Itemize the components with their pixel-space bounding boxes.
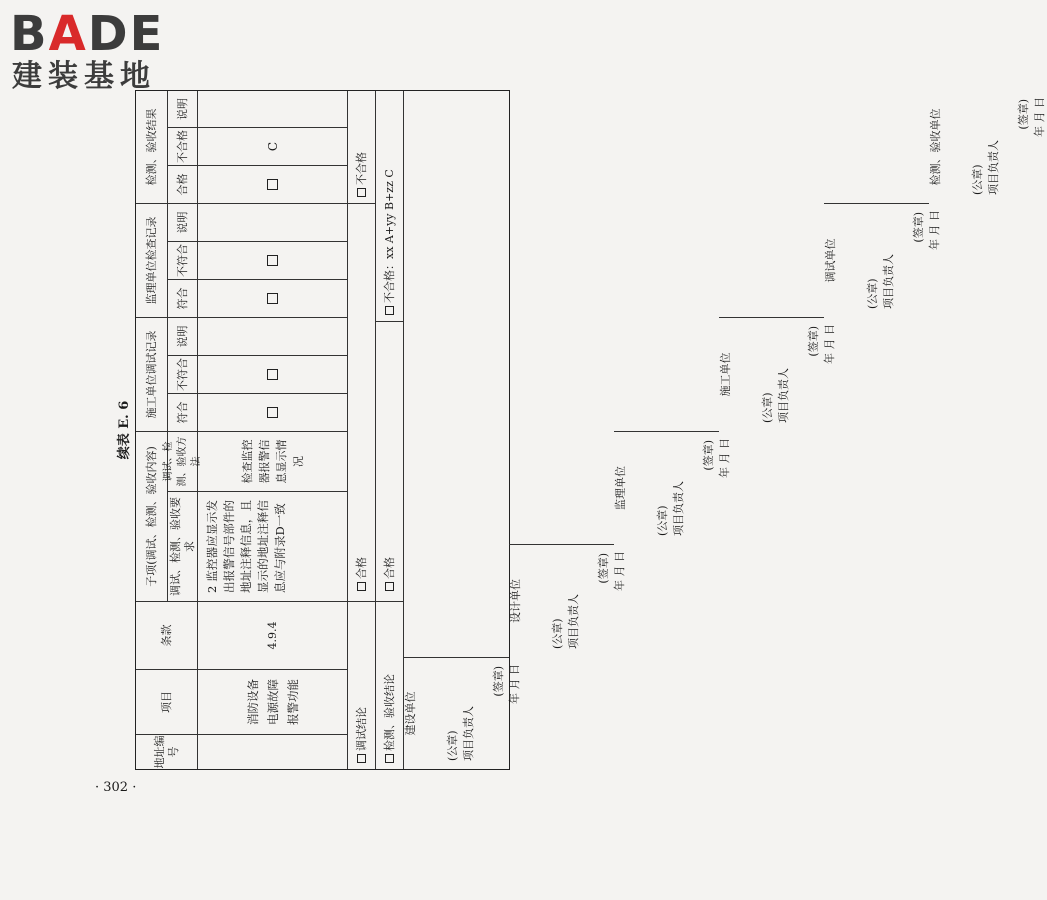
signature-supervisor: 监理单位 (公章) 项目负责人 (签章) 年 月 日 (614, 431, 719, 544)
cell-result-qualified (198, 165, 348, 203)
header-supervision-fail: 不符合 (168, 241, 198, 279)
header-result-note: 说明 (168, 91, 198, 127)
cell-requirement: 2 监控器应显示发出报警信号部件的地址注释信息，且显示的地址注释信息应与附录D一致 (198, 491, 348, 601)
checkbox-icon (357, 582, 366, 591)
logo-wordmark: BADE (10, 6, 165, 62)
logo-subtitle: 建装基地 (12, 59, 156, 94)
signature-inspection: 检测、验收单位 (公章) 项目负责人 (签章) 年 月 日 (929, 97, 1046, 195)
header-sub-item: 子项(调试、检测、验收内容) (136, 431, 168, 601)
cell-supervision-fail (198, 241, 348, 279)
header-item: 项目 (136, 669, 198, 734)
header-result: 检测、验收结果 (136, 91, 168, 203)
cell-supervision-note (198, 203, 348, 241)
checkbox-icon (357, 754, 366, 763)
signature-contractor: 施工单位 (公章) 项目负责人 (签章) 年 月 日 (719, 317, 824, 431)
header-supervision-record: 监理单位检查记录 (136, 203, 168, 317)
debug-conclusion-label: 调试结论 (348, 601, 376, 769)
inspect-conclusion-formula: 不合格：xx A+yy B+zz C (376, 91, 404, 321)
debug-conclusion-qualified: 合格 (348, 203, 376, 601)
header-method: 调试、检测、验收方法 (168, 431, 198, 491)
header-requirement: 调试、检测、验收要求 (168, 491, 198, 601)
cell-address-no (198, 734, 348, 769)
cell-clause: 4.9.4 (198, 601, 348, 669)
cell-result-grade: C (198, 127, 348, 165)
checkbox-icon (267, 179, 278, 190)
header-clause: 条款 (136, 601, 198, 669)
inspect-conclusion-label: 检测、验收结论 (376, 601, 404, 769)
page-number: · 302 · (95, 780, 137, 795)
inspection-table (135, 90, 1046, 770)
checkbox-icon (385, 754, 394, 763)
rotated-table-page (115, 90, 1046, 770)
cell-item: 消防设备电源故障报警功能 (198, 669, 348, 734)
header-supervision-note: 说明 (168, 203, 198, 241)
bade-logo (10, 6, 185, 96)
debug-conclusion-unqualified: 不合格 (348, 91, 376, 203)
checkbox-icon (357, 188, 366, 197)
header-result-qualified: 合格 (168, 165, 198, 203)
header-construction-fail: 不符合 (168, 355, 198, 393)
signature-construction-owner: 建设单位 (公章) 项目负责人 (签章) 年 月 日 (404, 657, 509, 769)
inspect-conclusion-qualified: 合格 (376, 321, 404, 601)
cell-construction-note (198, 317, 348, 355)
header-address-no: 地址编号 (136, 734, 198, 769)
header-construction-record: 施工单位调试记录 (136, 317, 168, 431)
signature-commissioning: 调试单位 (公章) 项目负责人 (签章) 年 月 日 (824, 203, 929, 317)
checkbox-icon (385, 582, 394, 591)
cell-construction-fail (198, 355, 348, 393)
header-supervision-pass: 符合 (168, 279, 198, 317)
header-construction-pass: 符合 (168, 393, 198, 431)
signature-designer: 设计单位 (公章) 项目负责人 (签章) 年 月 日 (509, 544, 614, 657)
cell-construction-pass (198, 393, 348, 431)
header-construction-note: 说明 (168, 317, 198, 355)
cell-result-note (198, 91, 348, 127)
checkbox-icon (385, 306, 394, 315)
checkbox-icon (267, 407, 278, 418)
table-title: 续表 E. 6 (117, 400, 132, 460)
header-result-unqualified: 不合格 (168, 127, 198, 165)
checkbox-icon (267, 293, 278, 304)
cell-method: 检查监控器报警信息显示情况 (198, 431, 348, 491)
checkbox-icon (267, 255, 278, 266)
cell-supervision-pass (198, 279, 348, 317)
checkbox-icon (267, 369, 278, 380)
